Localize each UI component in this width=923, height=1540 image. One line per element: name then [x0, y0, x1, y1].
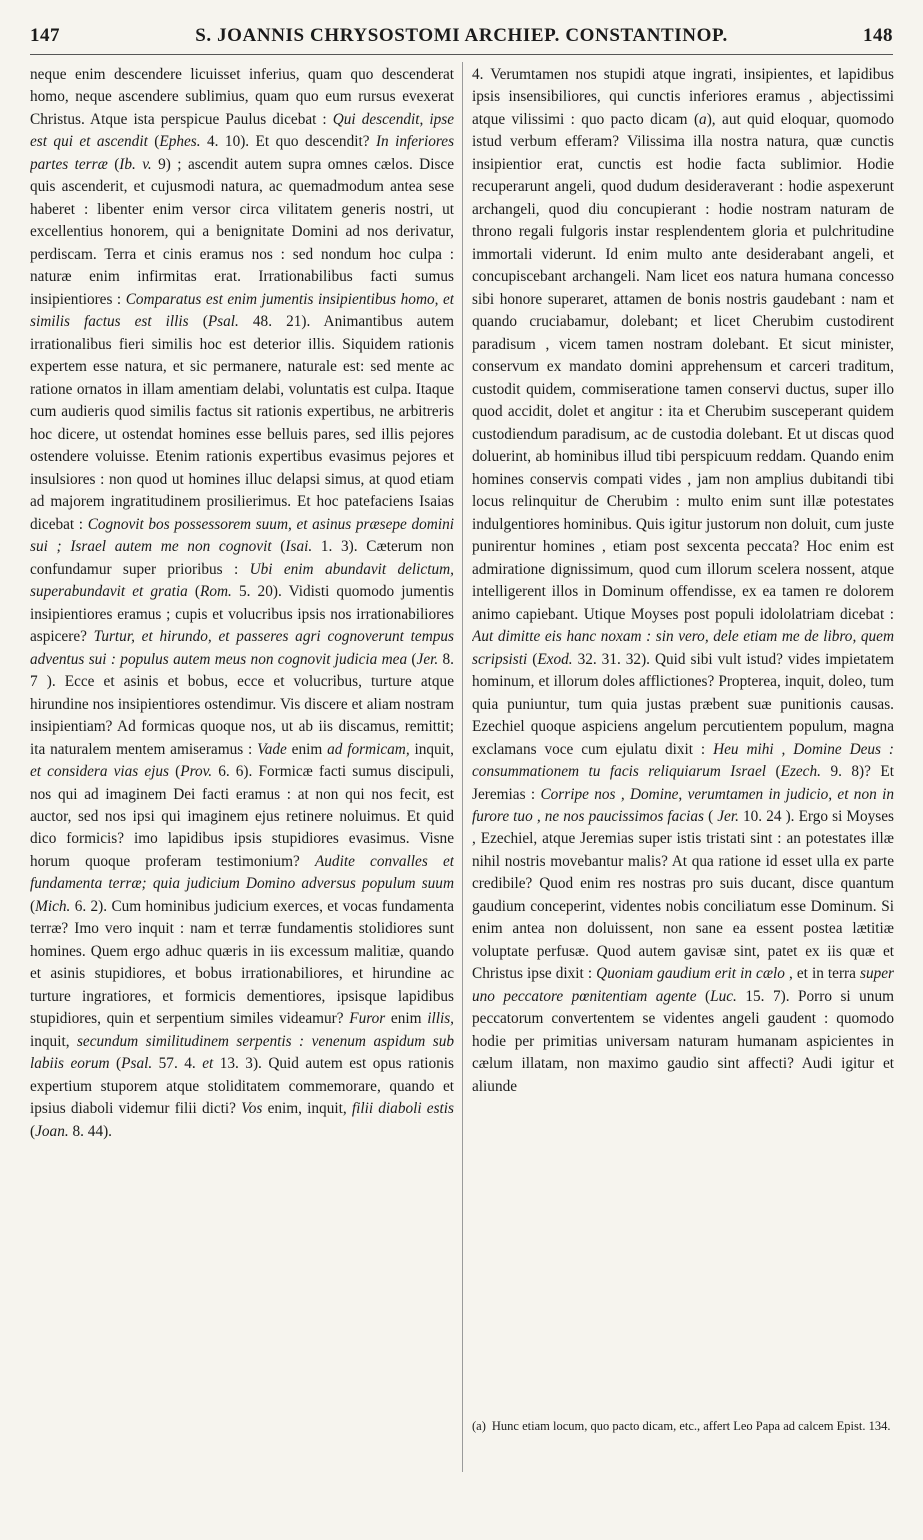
italic-run: Joan.	[35, 1122, 69, 1140]
text-run: 4. Verumtamen nos stupidi atque ingrati, insipientes, et lapidibus ipsis insensibiliores, qui cunctis inferiores eramus , abjectissimi atque vilissimi : quo pacto dicam (	[472, 66, 894, 128]
italic-run: ad formicam,	[327, 740, 410, 758]
page-number-right: 148	[863, 25, 893, 46]
italic-run: Turtur, et hirundo, et passeres agri cognoverunt tempus adventus sui : populus autem meus non cognovit judicia mea	[30, 628, 454, 668]
italic-run: Quoniam gaudium erit in cælo	[596, 965, 785, 983]
text-run: (	[30, 897, 36, 915]
italic-run: Prov.	[180, 763, 213, 781]
text-run: 8. 44).	[68, 1122, 113, 1140]
text-run: inquit,	[30, 1032, 77, 1050]
italic-run: a	[699, 110, 707, 128]
italic-run: filii diaboli estis	[351, 1100, 454, 1118]
italic-run: Corripe nos , Domine, verumtamen in judicio, et non in furore tuo , ne nos paucissimos facias	[472, 785, 894, 825]
text-run: (	[109, 1055, 122, 1073]
left-column	[30, 64, 454, 1484]
text-run: (	[187, 583, 201, 601]
italic-run: secundum similitudinem serpentis : venenum aspidum sub labiis eorum	[30, 1032, 454, 1073]
footnote	[472, 1418, 894, 1435]
italic-run: Vos	[241, 1100, 263, 1118]
italic-run: et	[202, 1055, 214, 1073]
italic-run: Exod.	[537, 650, 573, 668]
text-run: enim	[385, 1010, 428, 1028]
text-run: 9. 8)? Et Jeremias :	[472, 763, 894, 803]
text-run: (	[30, 1122, 36, 1140]
text-run: 15. 7). Porro si unum peccatorum convertentem se videntes angeli gaudent : quomodo hodie per primitias universam naturam humanam aspicientes in cælum illatam, non maximo gaudio sint affecti? Audi igitur et aliunde	[472, 987, 894, 1095]
italic-run: Ephes.	[159, 133, 201, 151]
text-run: 1. 3). Cæterum non confundamur super prioribus :	[30, 538, 454, 578]
italic-run: Comparatus est enim jumentis insipientibus homo, et similis factus est illis	[30, 290, 454, 331]
italic-run: illis,	[427, 1010, 454, 1028]
italic-run: Furor	[349, 1010, 386, 1028]
italic-run: et considera vias ejus	[30, 763, 169, 781]
text-run: inquit,	[409, 740, 454, 758]
right-column	[472, 64, 894, 1404]
italic-run: Rom.	[200, 583, 232, 601]
text-run: (	[407, 650, 417, 668]
italic-run: Audite convalles et fundamenta terræ; quia judicium Domino adversus populum suum	[30, 852, 454, 893]
column-divider	[462, 62, 463, 1472]
italic-run: Jer.	[416, 650, 439, 668]
text-run: 6. 6). Formicæ facti sumus discipuli, nos qui ad imaginem Dei facti eramus : at non qui nos fecit, est auctor, sed nos ipsi qui imaginem ejus retinere noluimus. Et quid dico formicis? imo lapidibus ipsis stupidiores evasimus. Visne horum quoque proferam testimonium?	[30, 763, 454, 870]
italic-run: super uno peccatore pœnitentiam agente	[472, 965, 894, 1005]
italic-run: In inferiores partes terræ	[30, 133, 454, 173]
running-title: S. JOANNIS CHRYSOSTOMI ARCHIEP. CONSTANTINOP.	[195, 25, 728, 46]
footnote-text: Hunc etiam locum, quo pacto dicam, etc., affert Leo Papa ad calcem Epist. 134.	[491, 1419, 891, 1433]
text-run: (	[703, 807, 718, 825]
text-run: 8. 7 ). Ecce et asinis et bobus, ecce et volucribus, turture atque hirundine nos insipientiores ostendimur. Vis discere et aliam nostram insipientiam? Ad formicas quoque nos, ut ab iis discamus, remittit; ita naturalem mentem amiseramus :	[30, 650, 454, 758]
left-column-text	[30, 64, 454, 1143]
italic-run: Ezech.	[780, 763, 821, 781]
italic-run: Heu mihi , Domine Deus : consummationem tu facis reliquiarum Israel	[472, 740, 894, 781]
text-run: (	[271, 538, 286, 556]
text-run: (	[147, 133, 160, 151]
italic-run: Mich.	[35, 897, 71, 915]
text-run: (	[188, 313, 208, 331]
text-run: 13. 3). Quid autem est opus rationis expertium stuporem atque stoliditatem commemorare, quando et ipsius diaboli videmur filii dicti?	[30, 1055, 454, 1118]
italic-run: Ubi enim abundavit delictum, superabundavit et gratia	[30, 560, 454, 601]
text-run: 4. 10). Et quo descendit?	[200, 133, 376, 151]
italic-run: Qui descendit, ipse est qui et ascendit	[30, 110, 454, 151]
running-header	[30, 18, 893, 55]
text-run: ), aut quid eloquar, quomodo istud verbum efferam? Vilissima illa nostra natura, quæ cunctis insipientior erat, cunctis est hodie facta sublimior. Hodie recuperarunt angeli, quod dudum desideraverant : hodie aspexerunt archangeli, quod diu concupierant : hodie nostram naturam de throno regali fulgoris instar resplendentem gloria et pulchritudine immortali viderunt. Id enim multo ante desiderabant angeli, et concupiscebant archangeli. Nam licet eos natura humana concesso sibi honore superaret, attamen de bonis nostris gaudebant : nam et quando cruciabamur, dolebant; et licet Cherubim custodirent paradisum , vicem tamen nostram dolebant. Et sicut minister, conservum ex mandato domini apprehensum et carceri traditum, custodit quidem, commiseratione tamen conservi ductus, super illo quod accidit, dolet et angitur : ita et Cherubim susceperant quidem custodiendum paradisum, ac de custodia dolebant. Et ut discas quod doluerint, ab hominibus illud tibi perspicuum reddam. Quando enim homines conservis compati vides , jam non amplius dubitandi tibi locus relinquitur de Cherubim : multo enim sunt illæ potestates indulgentiores hominibus. Quis igitur justorum non doluit, cum juste punirentur homines , etiam post sexcenta peccata? Hoc enim est admiratione dignissimum, quod cum illorum scelera nossent, atque intelligerent illos in Dominum offendisse, ex ea tamen re dolorem animo capiebant. Utique Moyses post populi idololatriam dicebat :	[472, 110, 894, 623]
text-run: 5. 20). Vidisti quomodo jumentis insipientiores eramus ; cupis et volucribus ipsis nos irrationabiliores aspicere?	[30, 583, 454, 646]
text-run: 57. 4.	[152, 1055, 203, 1073]
italic-run: Cognovit bos possessorem suum, et asinus præsepe domini sui ; Israel autem me non cognovit	[30, 515, 454, 556]
italic-run: Psal.	[121, 1055, 153, 1073]
italic-run: Luc.	[710, 987, 737, 1005]
italic-run: Vade	[257, 740, 287, 758]
right-column-text	[472, 64, 894, 1098]
text-run: (	[696, 987, 711, 1005]
text-run: (	[107, 155, 120, 173]
text-run: enim	[286, 740, 328, 758]
text-run: neque enim descendere licuisset inferius, quam quo descenderat homo, neque ascendere sublimius, quam quo eum rursus evexerat Christus. Atque ista perspicue Paulus dicebat :	[30, 66, 454, 128]
footnote-marker: (a)	[472, 1419, 486, 1433]
italic-run: Psal.	[207, 313, 239, 331]
text-run: (	[169, 763, 181, 781]
text-run: 48. 21). Animantibus autem irrationalibus fieri similis hoc est deterior illis. Siquidem rationis expertem esse natura, et sic permanere, naturale est: sed mente ac ratione ornatos in illam amentiam delabi, voluntatis est culpa. Itaque cum audieris quod similis factus sit rationis expertibus, ne arbitreris hoc dicere, ut ostendat homines esse belluis pares, sed illis pejores ostendere voluisse. Etenim rationis expertibus evasimus pejores et insulsiores : non quod ut homines illuc delapsi simus, at quod etiam ad majorem ingratitudinem prosilierimus. Et hoc patefaciens Isaias dicebat :	[30, 313, 454, 533]
text-run: 9) ; ascendit autem supra omnes cælos. Disce quis ascenderit, et cujusmodi natura, ac quemadmodum antea sese haberet : libenter enim versor circa vilitatem generis nostri, ut excellentius honorem, qui a benignitate Domini ad nos derivatur, perdiscam. Terra et cinis eramus nos : sed nondum hoc culpa : naturæ enim infirmitas erat. Irrationabilibus facti sumus insipientiores :	[30, 155, 454, 308]
text-run: (	[766, 763, 781, 781]
italic-run: Ib. v.	[119, 155, 152, 173]
page-number-left: 147	[30, 25, 60, 46]
text-run: 32. 31. 32). Quid sibi vult istud? vides impietatem hominum, et illorum doles afflictiones? Propterea, inquit, doleo, tum quia puniuntur, tum quia justas præbent suæ punitionis causas. Ezechiel quoque aspiciens angelum percutientem populum, magna exclamans voce cum ejulatu dixit :	[472, 650, 894, 758]
italic-run: Jer.	[717, 807, 739, 825]
text-run: 6. 2). Cum hominibus judicium exerces, et vocas fundamenta terræ? Imo vero inquit : nam et terræ fundamentis stolidiores sunt homines. Quem ergo adhuc quæris in iis excessum malitiæ, quando et asinis stupidiores, et bobus irrationabiliores, et hirundine ac turture ingratiores, et formicis dementiores, ipsisque lapidibus stupidiores, quin et serpentium similes videamur?	[30, 897, 454, 1028]
text-run: (	[527, 650, 538, 668]
text-run: , et in terra	[784, 965, 860, 983]
italic-run: Isai.	[285, 538, 313, 556]
text-run: enim, inquit,	[262, 1100, 352, 1118]
text-run: 10. 24 ). Ergo si Moyses , Ezechiel, atque Jeremias super istis tristati sint : an potestates illæ nihil nostris movebantur malis? At qua ratione id esset ulla ex parte credibile? Quod enim res nostras pro suis ducant, disce quantum gaudium conceperint, videntes nobis conciliatum esse Dominum. Si enim antea non doluissent, non sane ea essent postea lætitiæ voluptate perfusæ. Quod autem gavisæ sint, patet ex iis quæ et Christus ipse dixit :	[472, 807, 894, 983]
italic-run: Aut dimitte eis hanc noxam : sin vero, dele etiam me de libro, quem scripsisti	[472, 628, 894, 668]
